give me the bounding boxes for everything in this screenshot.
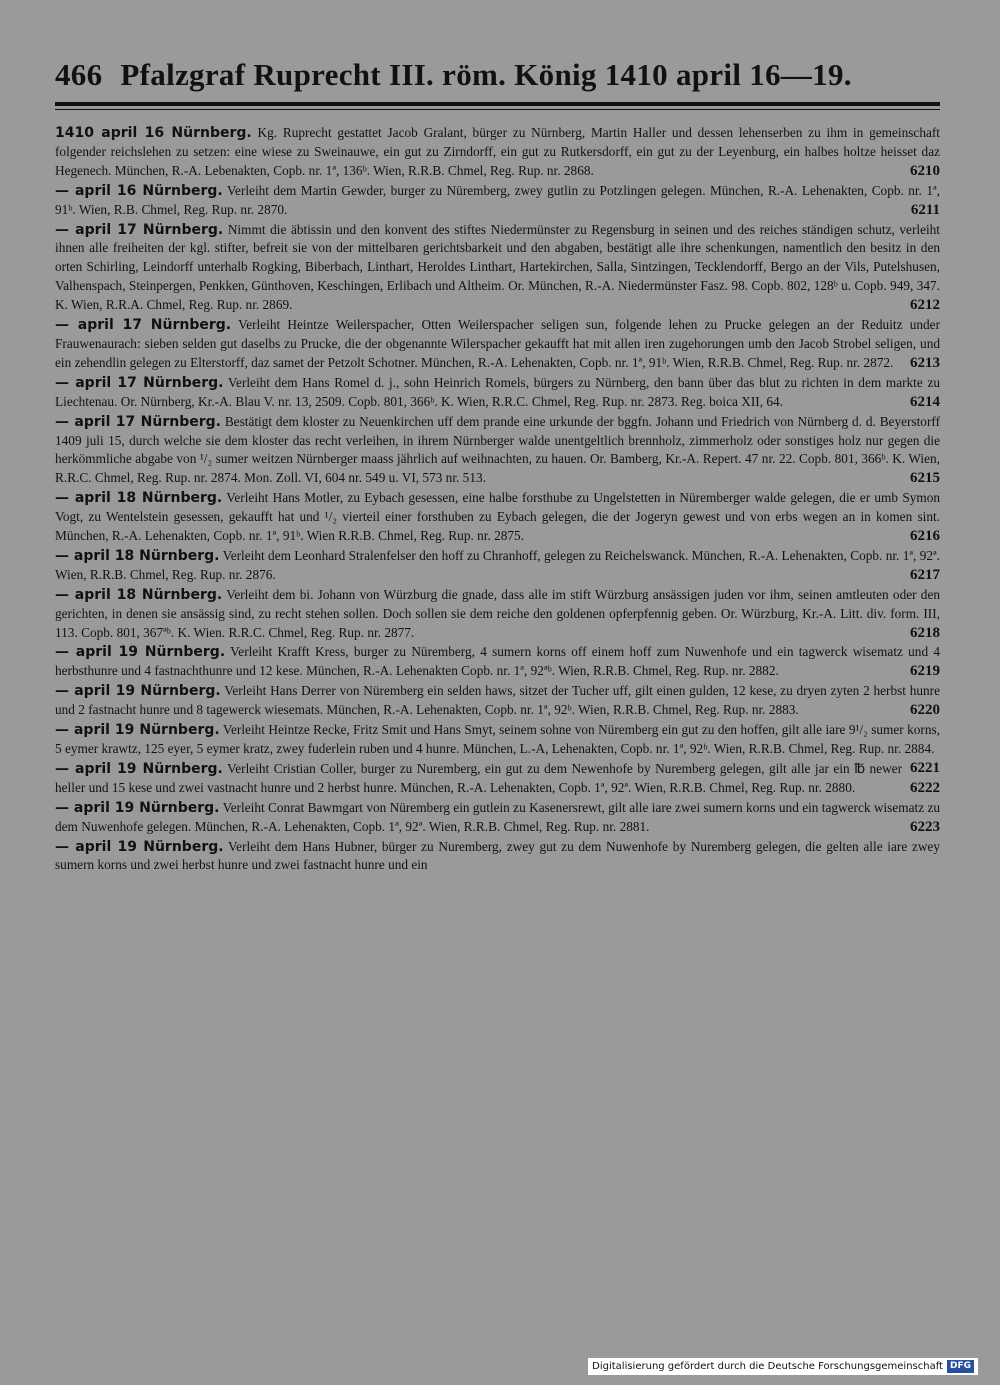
header-rule-thick [55,102,940,106]
page-title: Pfalzgraf Ruprecht III. röm. König 1410 april 16—19. [120,57,852,92]
regest-entry-6220 [55,682,940,720]
entry-number: 6210 [910,162,940,179]
entry-date: — april 18 Nürnberg. [55,490,223,507]
entry-text: Verleiht Conrat Bawmgart von Nüremberg ein gutlein zu Kasenersrewt, gilt alle iare zwei sumern korns und ein tagwerck wisematz zu dem Nuwenhofe gelegen. München, R.-A. Lehenakten, Copb. 1ª, 92ª. Wien, R.R.B. Chmel, Reg. Rup. nr. 2881. [55,799,940,834]
entry-text: Verleiht dem Hans Hubner, bürger zu Nuremberg, zwey gut zu dem Nuwenhofe by Nuremberg gelegen, die gelten alle iare zwey sumern korns und zwei herbst hunre und zwei fastnacht hunre und ein [55,838,941,873]
entry-date: — april 17 Nürnberg. [55,413,221,430]
entry-number: 6211 [910,201,940,218]
regest-entry-6216 [55,489,940,546]
entry-number: 6217 [910,566,940,583]
entry-text: Verleiht Cristian Coller, burger zu Nuremberg, ein gut zu dem Newenhofe by Nuremberg gelegen, gilt alle jar ein ℔ newer heller und 15 kese und zwei vastnacht hunre und 2 herbst hunre. München, R.-A. Lehenakten, Copb. 1ª, 92ª. Wien, R.R.B. Chmel, Reg. Rup. nr. 2880. [55,760,902,795]
regest-entry-6213 [55,316,940,373]
entry-number: 6222 [910,779,940,796]
entry-date: — april 19 Nürnberg. [55,683,221,700]
entry-date: — april 18 Nürnberg. [55,586,223,603]
entry-number: 6221 [910,759,940,776]
entry-date: 1410 april 16 Nürnberg. [55,125,252,141]
regest-entry-6221 [55,721,941,776]
regest-entry-6214 [55,374,940,412]
entry-date: — april 19 Nürnberg. [55,760,223,777]
regest-entry-6219 [55,643,940,681]
page-number: 466 [55,57,103,92]
entry-text: Verleiht Heintze Weilerspacher, Otten Weilerspacher seligen sun, folgende lehen zu Prucke gelegen an der Reduitz under Frauwenaurach: sieben selden gut daselbs zu Prucke, die der obgenannte Wilerspacher gekaufft hat mit allen iren zugehorungen umb den Jacob Strobel seligen, und ein zehendlin gelegen zu Elterstorff, daz samet der Petzolt Schotner. München, R.-A. Lehenakten, Copb. nr. 1ª, 91ᵇ. Wien, R.R.B. Chmel, Reg. Rup. nr. 2872. [55,317,940,370]
regest-entry-6210 [55,124,940,181]
regest-entry-6217 [55,547,940,585]
entry-text: Verleiht dem Martin Gewder, burger zu Nüremberg, zwey gutlin zu Potzlingen gelegen. München, R.-A. Lehenakten, Copb. nr. 1ª, 91ᵇ. Wien, R.B. Chmel, Reg. Rup. nr. 2870. [55,182,940,217]
entry-text: Verleiht dem bi. Johann von Würzburg die gnade, dass alle im stift Würzburg ansässigen juden vor ihm, seinen amtleuten oder den gerichten, in denen sie ansässig sind, zu recht stehen sollen. Doch sollen sie dem reiche den goldenen opferpfennig geben. Or. Würzburg, Kr.-A. Litt. div. form. III, 113. Copb. 801, 367ªᵇ. K. Wien. R.R.C. Chmel, Reg. Rup. nr. 2877. [55,586,940,640]
entry-text: Verleiht Krafft Kress, burger zu Nüremberg, 4 sumern korns off einem hoff zum Nuwenhofe und ein tagwerck wisematz und 4 herbsthunre und 4 fastnachthunre und 12 kese. München, R.-A. Lehenakten Copb. nr. 1ª, 92ªᵇ. Wien, R.R.B. Chmel, Reg. Rup. nr. 2882. [55,644,940,679]
header-rule-thin [55,109,940,110]
entry-number: 6212 [910,297,940,314]
entry-number: 6216 [910,528,940,545]
entry-text: Verleiht Hans Motler, zu Eybach gesessen, eine halbe forsthube zu Ungelstetten in Nüremberger walde gelegen, die er umb Symon Vogt, zu Wentelstein gesessen, gekaufft hat und ¹/₂ vierteil einer forsthuben zu Eybach gelegen, die der Jogeryn gewest und von erbs wegen an in komen sint. München, R.-A. Lehenakten, Copb. nr. 1ª, 91ᵇ. Wien R.R.B. Chmel, Reg. Rup. nr. 2875. [55,490,941,544]
funding-footer[interactable] [588,1358,978,1375]
entry-text: Bestätigt dem kloster zu Neuenkirchen uff dem prande eine urkunde der bggfn. Johann und Friedrich von Nürnberg d. d. Beyerstorff 1409 juli 15, durch welche sie dem kloster das recht verleihen, in ihrem Nürnberger walde unentgeltlich brennholz, zimmerholz oder sonstiges holz nur gegen die herkömmliche abgabe von ¹/₂ sumer weitzen Nürnberger maass jährlich auf weihnachten, zu hauen. Or. Bamberg, Kr.-A. Repert. 47 nr. 22. Copb. 801, 366ᵇ. K. Wien, R.R.C. Chmel, Reg. Rup. nr. 2874. Mon. Zoll. VI, 604 nr. 549 u. VI, 573 nr. 513. [55,413,941,486]
entry-date: — april 19 Nürnberg. [55,799,220,816]
regest-entry-6215 [55,413,940,489]
entry-date: — april 19 Nürnberg. [55,722,220,739]
regest-entry-6211 [55,182,940,220]
entry-date: — april 18 Nürnberg. [55,547,220,564]
dfg-logo-icon: DFG [947,1360,974,1373]
entry-text: Kg. Ruprecht gestattet Jacob Gralant, bürger zu Nürnberg, Martin Haller und dessen lehenserben zu ihm in gemeinschaft folgender reichslehen zu setzen: eine wiese zu Sweinauwe, ein gut zu Zirndorff, ein gut zu Rutkersdorff, ein gut zu der Leyenburg, ein halbes holtze heisset daz Hegenech. München, R.-A. Lebenakten, Copb. nr. 1ª, 136ᵇ. Wien, R.R.B. Chmel, Reg. Rup. nr. 2868. [55,125,940,178]
entry-date: — april 16 Nürnberg. [55,182,223,199]
entry-number: 6214 [910,393,940,410]
funding-note: Digitalisierung gefördert durch die Deutsche Forschungsgemeinschaft [592,1361,943,1372]
regest-entry-6218 [55,586,940,643]
entry-number: 6220 [910,702,940,719]
regest-list [55,124,940,876]
entry-date: — april 17 Nürnberg. [55,317,232,334]
regest-entry-6223 [55,799,940,837]
regest-entry-continued [55,838,940,876]
entry-date: — april 17 Nürnberg. [55,374,224,391]
entry-text: Nimmt die äbtissin und den konvent des stiftes Niedermünster zu Regensburg in seinen und des reiches ständigen schutz, verleiht ihnen alle freiheiten der kgl. stifter, befreit sie von der mittelbaren gerichtsbarkeit und den abgaben, bestätigt alle ihre schenkungen, namentlich den besitz in den orten Schirling, Leindorff unterhalb Rogking, Biberbach, Linthart, Heroldes Linthart, Hartekirchen, Salla, Sintzingen, Tecklendorff, Bergo an der Vils, Putelshusen, Valhenspach, Steinpergen, Penkken, Günthoven, Keschingen, Erlibach und Altheim. Or. München, R.-A. Niedermünster Fasz. 98. Copb. 802, 128ᵇ u. Copb. 949, 347. K. Wien, R.R.A. Chmel, Reg. Rup. nr. 2869. [55,221,941,313]
entry-number: 6213 [910,354,940,371]
entry-date: — april 19 Nürnberg. [55,644,226,661]
entry-number: 6223 [910,818,940,835]
entry-text: Verleiht dem Leonhard Stralenfelser den hoff zu Chranhoff, gelegen zu Reichelswanck. München, R.-A. Lehenakten, Copb. nr. 1ª, 92ª. Wien, R.R.B. Chmel, Reg. Rup. nr. 2876. [55,547,940,582]
entry-date: — april 19 Nürnberg. [55,838,224,855]
page-header [55,55,940,95]
entry-text: Verleiht Hans Derrer von Nüremberg ein selden haws, sitzet der Tucher uff, gilt einen gulden, 12 kese, zu dryen zyten 2 herbst hunre und 2 fastnacht hunre und 8 tagewerck wiesemats. München, R.-A. Lehenakten, Copb. nr. 1ª, 92ᵇ. Wien, R.R.B. Chmel, Reg. Rup. nr. 2883. [55,683,940,718]
entry-text: Verleiht Heintze Recke, Fritz Smit und Hans Smyt, seinem sohne von Nüremberg ein gut zu den hoffen, gilt alle iare 9¹/₂ sumer korns, 5 eymer krawtz, 125 eyer, 5 eymer kratz, zwey fuderlein ruben und 4 hunre. München, L.-A, Lehenakten, Copb. nr. 1ª, 92ᵇ. Wien, R.R.B. Chmel, Reg. Rup. nr. 2884. [55,722,941,756]
regest-entry-6222 [55,760,940,798]
entry-number: 6218 [910,624,940,641]
entry-date: — april 17 Nürnberg. [55,221,224,238]
entry-number: 6215 [910,470,940,487]
regest-entry-6212 [55,221,940,316]
entry-number: 6219 [910,663,940,680]
entry-text: Verleiht dem Hans Romel d. j., sohn Heinrich Romels, bürgers zu Nürnberg, den bann über das blut zu richten in dem markte zu Liechtenau. Or. Nürnberg, Kr.-A. Blau V. nr. 13, 2509. Copb. 801, 366ᵇ. K. Wien, R.R.C. Chmel, Reg. Rup. nr. 2873. Reg. boica XII, 64. [55,374,941,409]
